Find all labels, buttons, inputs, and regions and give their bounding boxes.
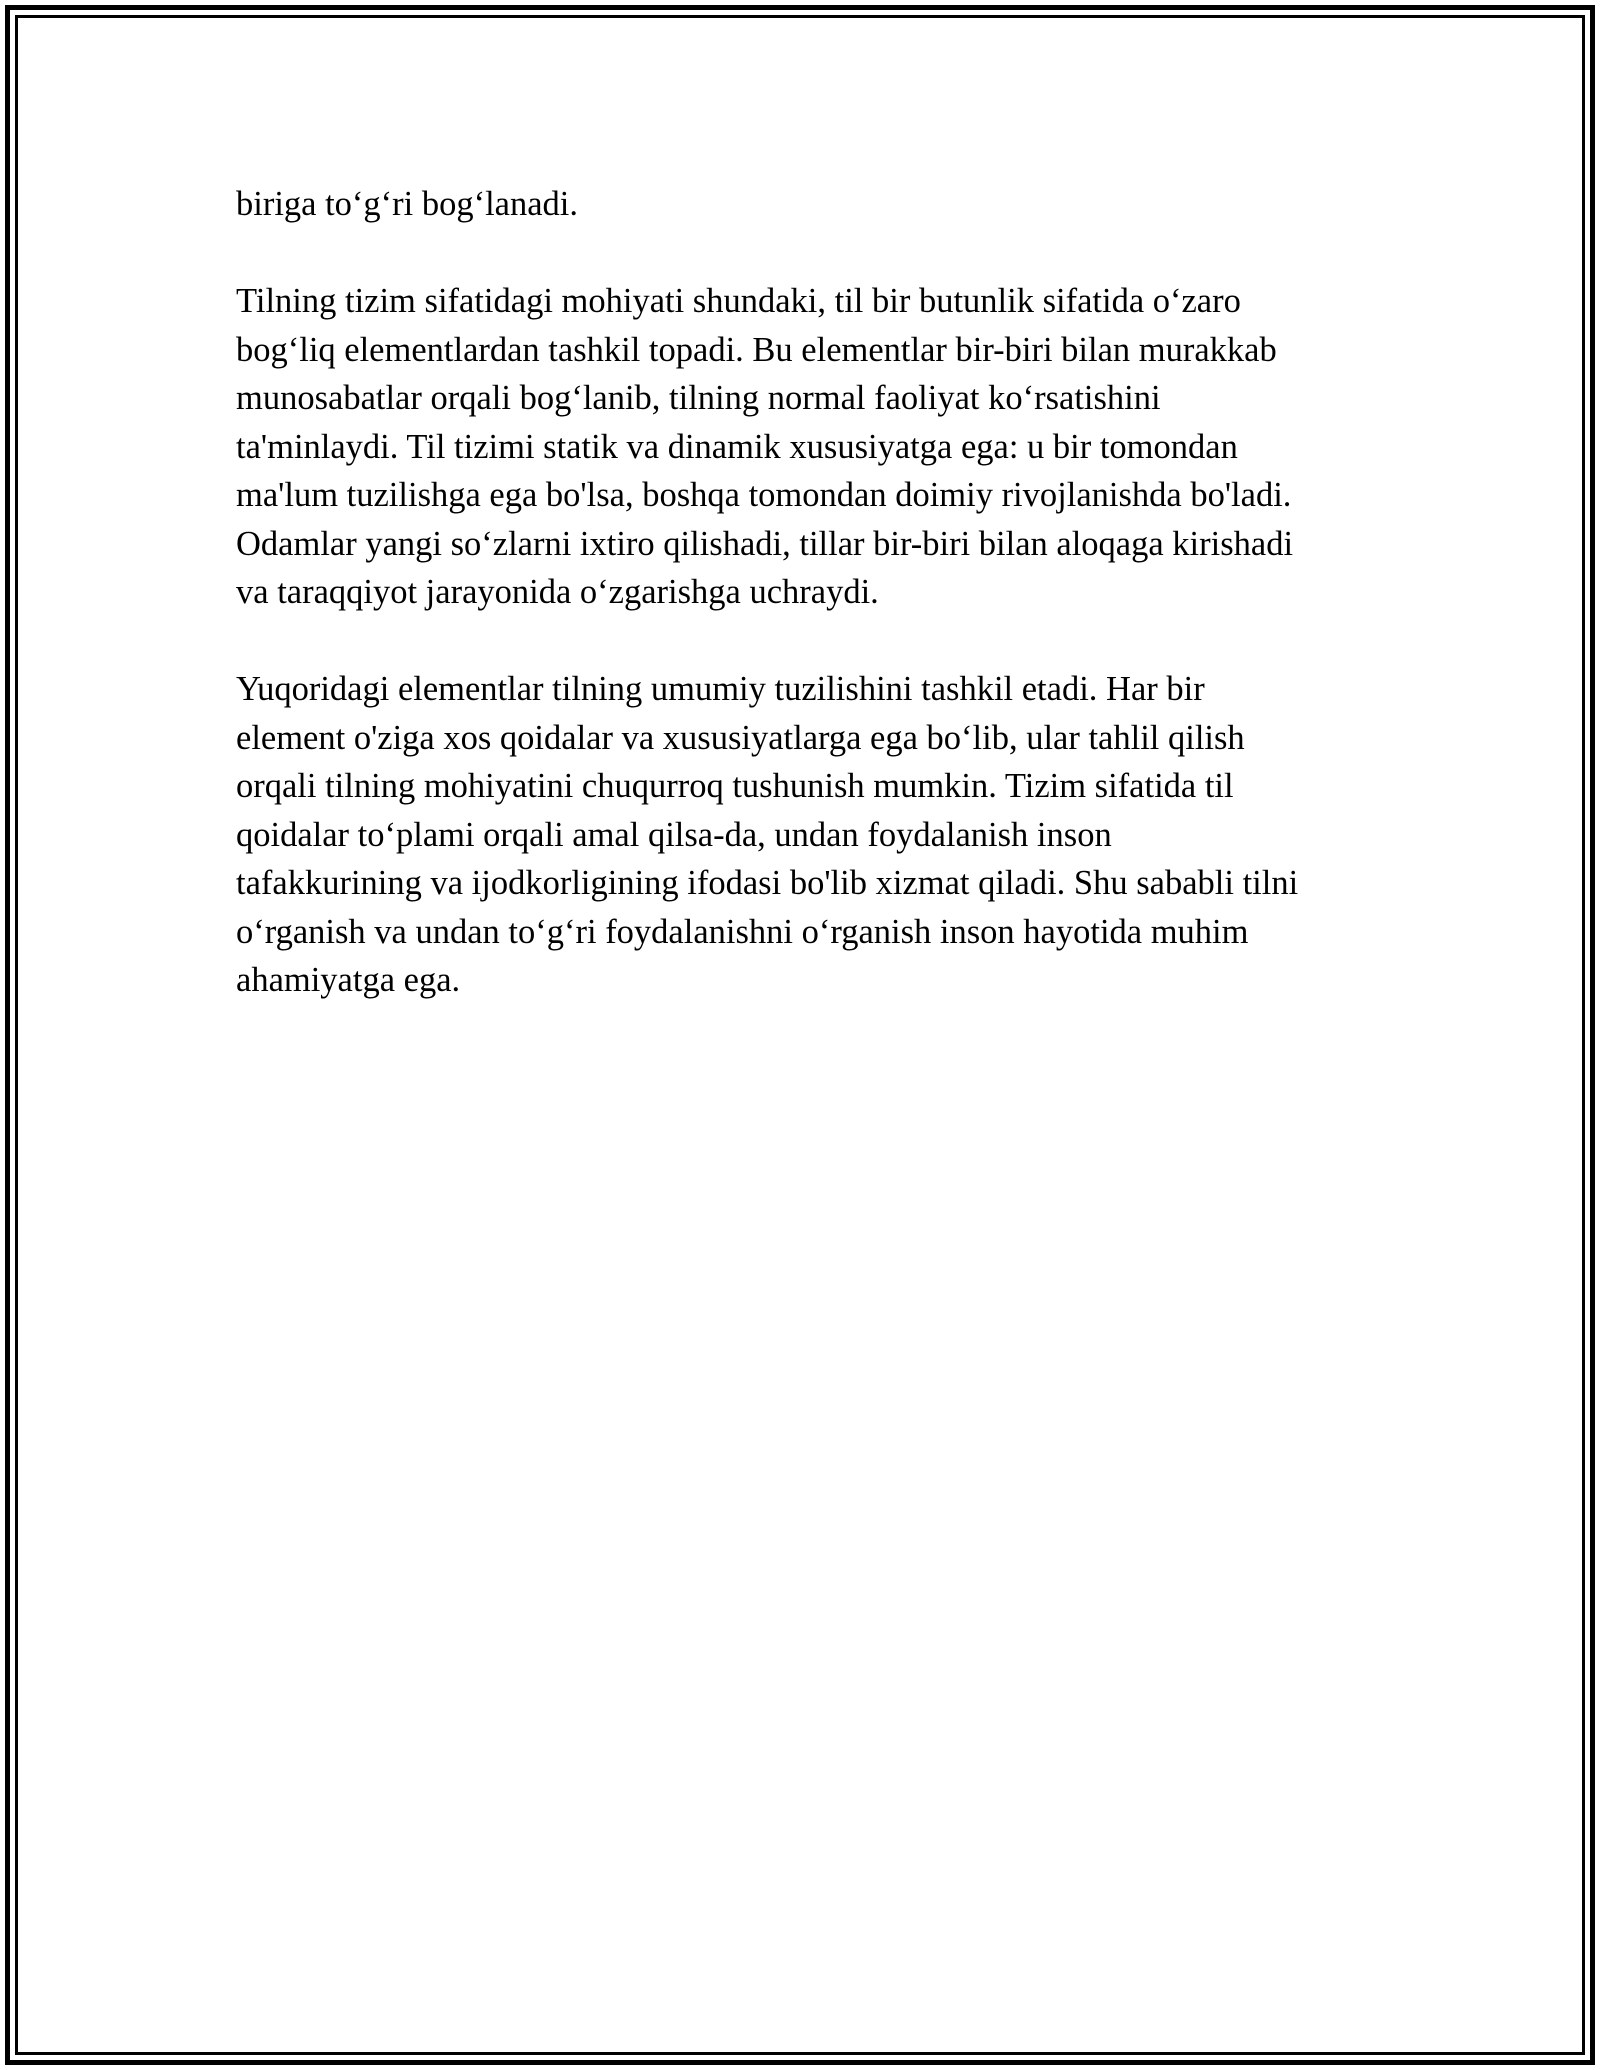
text-line: o‘rganish va undan to‘g‘ri foydalanishni o‘rganish inson hayotida muhim bbox=[236, 912, 1249, 951]
text-line: bog‘liq elementlardan tashkil topadi. Bu elementlar bir-biri bilan murakkab bbox=[236, 330, 1277, 369]
paragraph-1 bbox=[236, 180, 1416, 229]
text-line: Yuqoridagi elementlar tilning umumiy tuzilishini tashkil etadi. Har bir bbox=[236, 670, 1205, 708]
paragraph-2 bbox=[236, 277, 1416, 617]
text-line: va taraqqiyot jarayonida o‘zgarishga uchraydi. bbox=[236, 573, 879, 611]
text-line: orqali tilning mohiyatini chuqurroq tushunish mumkin. Tizim sifatida til bbox=[236, 767, 1234, 805]
paragraph-spacer bbox=[236, 617, 1416, 666]
text-line: biriga to‘g‘ri bog‘lanadi. bbox=[236, 185, 579, 223]
text-line: Tilning tizim sifatidagi mohiyati shundaki, til bir butunlik sifatida o‘zaro bbox=[236, 282, 1241, 320]
text-line: ta'minlaydi. Til tizimi statik va dinamik xususiyatga ega: u bir tomondan bbox=[236, 427, 1238, 466]
document-body bbox=[236, 180, 1416, 1005]
text-line: ma'lum tuzilishga ega bo'lsa, boshqa tomondan doimiy rivojlanishda bo'ladi. bbox=[236, 476, 1292, 514]
text-line: qoidalar to‘plami orqali amal qilsa-da, undan foydalanish inson bbox=[236, 815, 1112, 854]
text-line: element o'ziga xos qoidalar va xususiyatlarga ega bo‘lib, ular tahlil qilish bbox=[236, 718, 1245, 757]
text-line: tafakkurining va ijodkorligining ifodasi bo'lib xizmat qiladi. Shu sababli tilni bbox=[236, 864, 1299, 902]
text-line: munosabatlar orqali bog‘lanib, tilning normal faoliyat ko‘rsatishini bbox=[236, 379, 1161, 417]
text-line: ahamiyatga ega. bbox=[236, 961, 461, 999]
paragraph-spacer bbox=[236, 229, 1416, 278]
text-line: Odamlar yangi so‘zlarni ixtiro qilishadi, tillar bir-biri bilan aloqaga kirishadi bbox=[236, 524, 1294, 563]
paragraph-3 bbox=[236, 665, 1416, 1005]
